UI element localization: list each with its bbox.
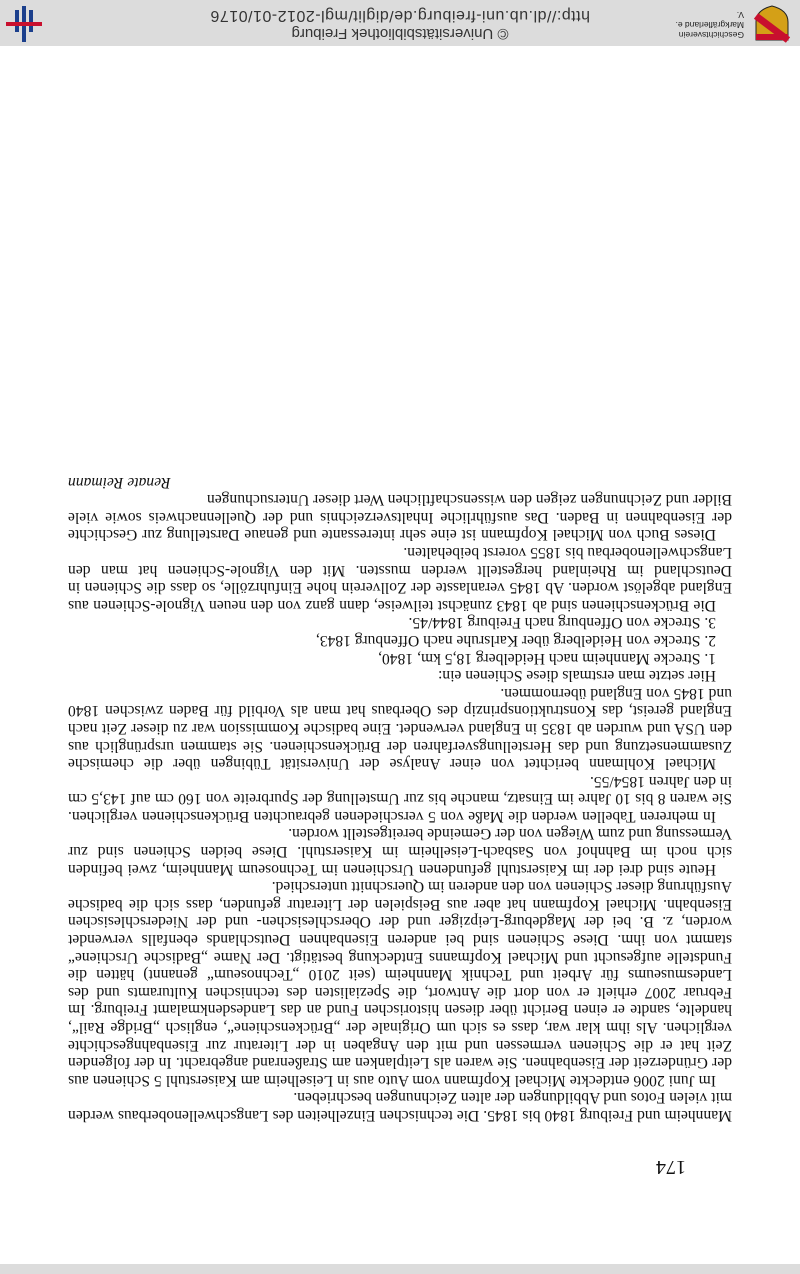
footer-copyright: © Universitätsbibliothek Freiburg — [291, 25, 509, 42]
paragraph: Heute sind drei der im Kaiserstuhl gefundenen Urschienen im Technoseum Mannheim, zwei befinden sich noch im Bahnhof von Sasbach-Leiselheim im Kaiserstuhl. Diese beiden Schienen sind zur Vermessung und zum Wiegen von der Gemeinde bereitgestellt worden. — [68, 825, 732, 878]
footer-org-name: Geschichtsverein Markgräflerland e. V. — [675, 10, 744, 40]
footer-url-link[interactable]: http://dl.ub.uni-freiburg.de/diglit/mgl-2012-01/0176 — [210, 7, 590, 24]
paragraph: Hier setzte man erstmals diese Schienen ein: — [438, 667, 716, 685]
article-body — [68, 473, 732, 1124]
top-header-strip — [0, 1264, 800, 1274]
list-item: 2. Strecke von Heidelberg über Karlsruhe nach Offenburg 1843, — [315, 631, 716, 649]
paragraph: Michael Kohlmann berichtet von einer Analyse der Universität Tübingen über die chemische Zusammensetzung und das Herstellungsverfahren der Brückenschienen. Sie stammen ursprünglich aus den USA und wurden ab 1835 in England verwendet. Eine badische Kommission war zu dieser Zeit nach England gereist, das Konstruktionsprinzip des Oberbaus hat man als Vorbild für Baden zwischen 1840 und 1845 von England übernommen. — [68, 684, 732, 773]
list-item: 3. Strecke von Offenburg nach Freiburg 1844/45. — [408, 614, 716, 632]
footer-bar — [0, 0, 800, 46]
paragraph: Mannheim und Freiburg 1840 bis 1845. Die technischen Einzelheiten des Langschwellenoberbaus werden mit vielen Fotos und Abbildungen der alten Zeichnungen beschrieben. — [68, 1089, 732, 1124]
route-list — [68, 614, 732, 667]
signature-line — [68, 473, 732, 491]
coat-of-arms-icon — [752, 4, 792, 44]
paragraph: Dieses Buch von Michael Kopfmann ist eine sehr interessante und genaue Darstellung zur Geschichte der Eisenbahnen in Baden. Das ausführliche Inhaltsverzeichnis und der Quellennachweis sowie viele Bilder und Zeichnungen zeigen den wissenschaftlichen Wert dieser Untersuchungen — [68, 491, 732, 544]
paragraph: Die Brückenschienen sind ab 1843 zunächst teilweise, dann ganz von den neuen Vignole-Schienen aus England abgelöst worden. Ab 1845 veranlasste der Zollverein hohe Einfuhrzölle, so dass die Schienen in Deutschland im Rheinland hergestellt werden mussten. Mit den Vignole-Schienen hat man den Langschwellenoberbau bis 1855 vorerst beibehalten. — [68, 544, 732, 614]
list-item: 1. Strecke Mannheim nach Heidelberg 18,5 km, 1840, — [378, 649, 716, 667]
page-number: 174 — [656, 1156, 686, 1178]
paragraph: Im Juni 2006 entdeckte Michael Kopfmann vom Auto aus in Leiselheim am Kaiserstuhl 5 Schienen aus der Gründerzeit der Eisenbahnen. Sie waren als Leitplanken am Straßenrand angebracht. In der folgenden Zeit hat er die Schienen vermessen und mit den Angaben in der Literatur zur Eisenbahngeschichte verglichen. Als ihm klar war, dass es sich um Originale der „Brückenschiene“, englisch „Bridge Rail“, handelte, sandte er einen Bericht über diesen historischen Fund an das Landesdenkmalamt Freiburg. Im Februar 2007 erhielt er von dort die Antwort, die Spezialisten des technischen Kulturamts und des Landesmuseums für Arbeit und Technik Mannheim (seit 2010 „Technoseum“ genannt) hätten die Fundstelle aufgesucht und Michael Kopfmanns Entdeckung bestätigt. Der Name „Badische Urschiene“ stammt von ihm. Diese Schienen sind bei anderen Eisenbahnen Deutschlands ebenfalls verwendet worden, z. B. bei der Magdeburg-Leipziger und der Oberschlesischen- und der Niederschlesischen Eisenbahn. Michael Kopfmann hat aber aus Beispielen der Literatur gefunden, dass sich die badische Ausführung dieser Schienen von den anderen im Querschnitt unterschied. — [68, 878, 732, 1089]
author-name: Renate Reimann — [68, 473, 171, 491]
paragraph: In mehreren Tabellen werden die Maße von 5 verschiedenen gebrauchten Brückenschienen verglichen. Sie waren 8 bis 10 Jahre im Einsatz, manche bis zur Umstellung der Spurbreite von 160 cm auf 143,5 cm in den Jahren 1854/55. — [68, 772, 732, 825]
